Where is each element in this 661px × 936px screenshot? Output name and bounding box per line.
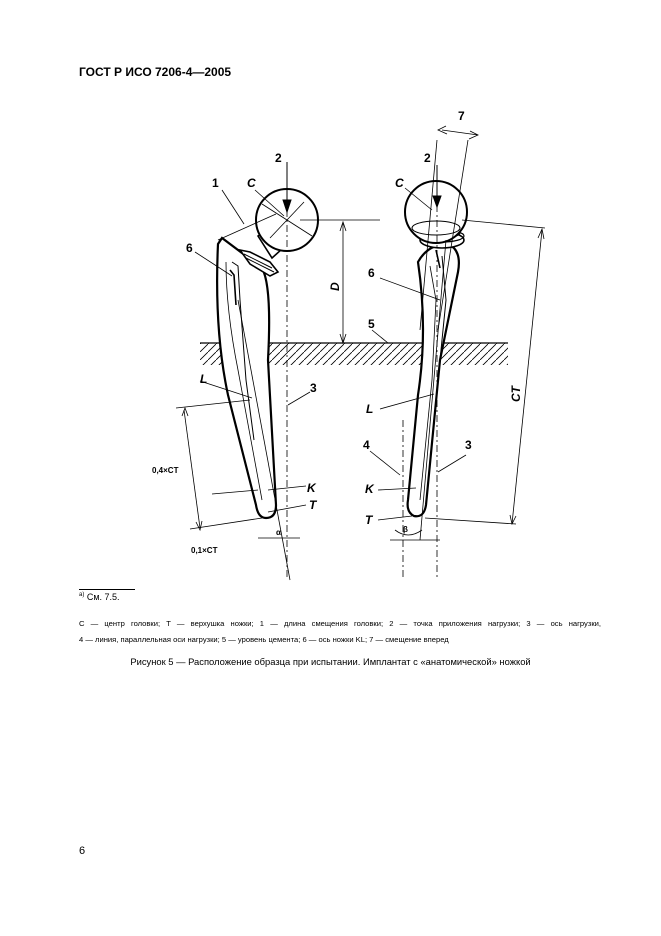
label-1: 1 xyxy=(212,176,219,190)
label-alpha: α xyxy=(276,528,281,537)
label-k-right: K xyxy=(365,482,374,496)
legend-line-1: C — центр головки; T — верхушка ножки; 1 — длина смещения головки; 2 — точка приложения нагрузки; 3 — ось нагрузки, xyxy=(79,619,601,628)
label-l-right: L xyxy=(366,402,374,416)
label-6-left: 6 xyxy=(186,241,193,255)
legend-line-2: 4 — линия, параллельная оси нагрузки; 5 — уровень цемента; 6 — ось ножки KL; 7 — смещение вперед xyxy=(79,635,449,644)
figure-caption: Рисунок 5 — Расположение образца при испытании. Имплантат с «анатомической» ножкой xyxy=(130,656,531,667)
label-d: D xyxy=(328,282,342,291)
label-k-left: K xyxy=(307,481,316,495)
label-2-left: 2 xyxy=(275,151,282,165)
label-t-right: T xyxy=(365,513,373,527)
footnote-text: См. 7.5. xyxy=(84,592,120,602)
label-ct: CT xyxy=(509,386,523,402)
label-c-left: C xyxy=(247,176,256,190)
page-number: 6 xyxy=(79,845,86,857)
label-5: 5 xyxy=(368,317,375,331)
label-c-right: C xyxy=(395,176,404,190)
label-4: 4 xyxy=(363,438,370,452)
label-3-right: 3 xyxy=(465,438,472,452)
footnote xyxy=(79,592,120,602)
label-2-right: 2 xyxy=(424,151,431,165)
label-l-left: L xyxy=(200,372,208,386)
right-head xyxy=(405,181,467,243)
label-beta: β xyxy=(403,525,408,534)
footnote-mark: a) xyxy=(79,592,85,598)
label-01ct: 0,1×CT xyxy=(191,546,218,555)
label-6-right: 6 xyxy=(368,266,375,280)
label-7: 7 xyxy=(458,109,465,123)
label-3-left: 3 xyxy=(310,381,317,395)
figure-legend xyxy=(79,616,601,648)
left-stem xyxy=(217,238,276,518)
label-04ct: 0,4×CT xyxy=(152,466,179,475)
page-header: ГОСТ Р ИСО 7206-4—2005 xyxy=(79,65,232,79)
label-t-left: T xyxy=(309,498,317,512)
footnote-rule xyxy=(79,589,135,590)
